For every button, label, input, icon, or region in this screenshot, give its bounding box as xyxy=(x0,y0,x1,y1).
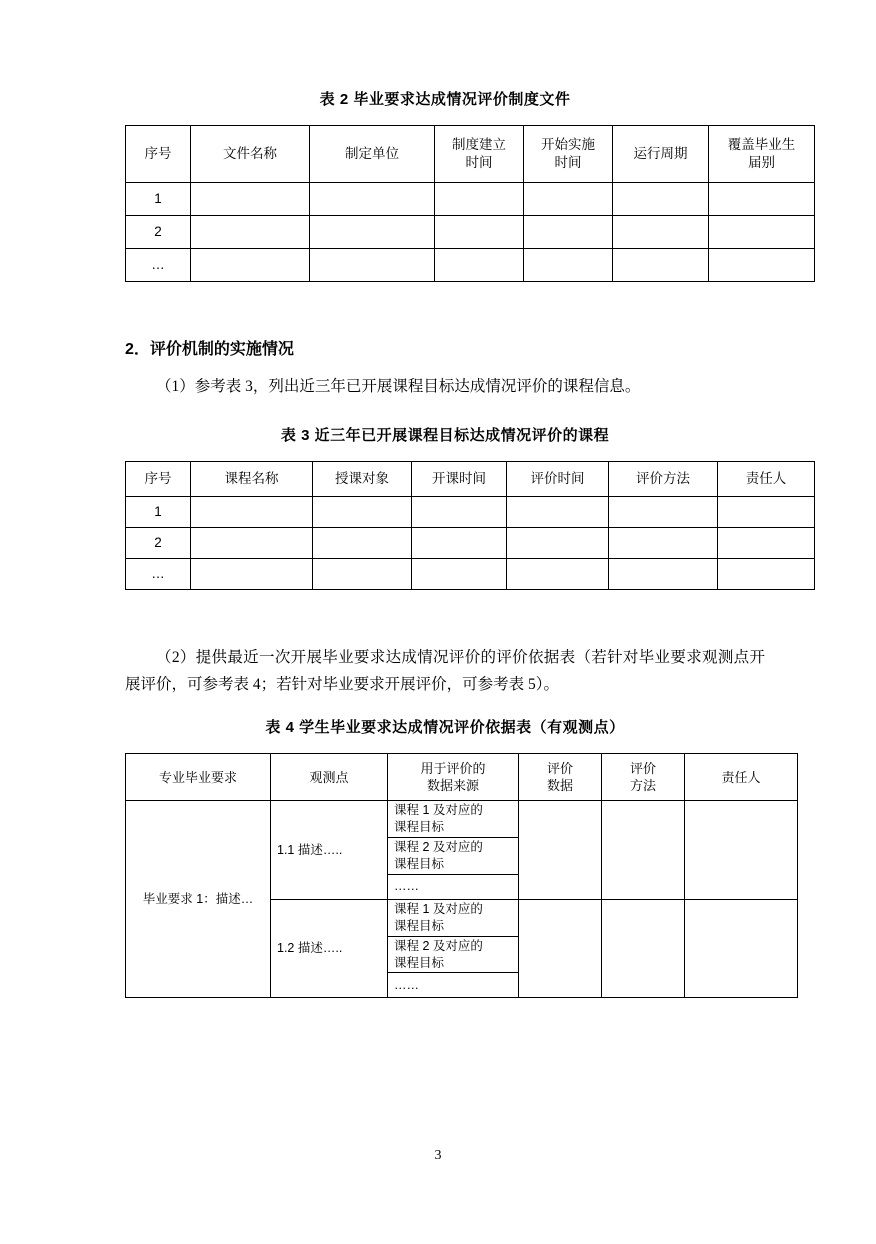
table2-header-text: 时间 xyxy=(554,155,582,170)
table4-col-评价数据 xyxy=(519,754,602,801)
table3-cell-评价方法[interactable] xyxy=(609,559,718,590)
section2-paragraph-2: （2）提供最近一次开展毕业要求达成情况评价的评价依据表（若针对毕业要求观测点开展评价，可参考表 4；若针对毕业要求开展评价，可参考表 5）。 xyxy=(125,649,765,694)
table4-cell-责任人[interactable] xyxy=(685,801,798,900)
table3-cell-课程名称[interactable] xyxy=(191,497,313,528)
table2-col-文件名称 xyxy=(191,126,310,183)
table4-header-text: 用于评价的 xyxy=(420,760,486,776)
table2-cell-序号: … xyxy=(126,249,191,282)
table2-cell-覆盖毕业生届别[interactable] xyxy=(709,216,815,249)
table4-source-text: 课程目标 xyxy=(394,857,445,871)
table4-source-text: 课程 2 及对应的 xyxy=(394,840,483,855)
table4-source-text: 课程 1 及对应的 xyxy=(394,901,483,916)
table4-source-text: 课程目标 xyxy=(394,820,445,835)
table2-header-text: 时间 xyxy=(465,155,493,170)
table3-cell-责任人[interactable] xyxy=(718,559,815,590)
table4-col-评价方法 xyxy=(602,754,685,801)
table-row xyxy=(126,559,815,590)
section2-paragraph-1: （1）参考表 3，列出近三年已开展课程目标达成情况评价的课程信息。 xyxy=(156,378,641,395)
table2 xyxy=(125,125,815,282)
table3-cell-评价时间[interactable] xyxy=(507,528,609,559)
table4-source-text: 课程 1 及对应的 xyxy=(394,803,483,818)
table2-col-序号 xyxy=(126,126,191,183)
table4-cell-数据来源[interactable] xyxy=(388,801,519,838)
table3-cell-序号: 2 xyxy=(126,528,191,559)
table4-cell-数据来源-省略[interactable]: …… xyxy=(388,874,519,899)
table-row xyxy=(126,249,815,282)
table3-cell-责任人[interactable] xyxy=(718,497,815,528)
table3-cell-授课对象[interactable] xyxy=(313,528,412,559)
table4-cell-数据来源[interactable] xyxy=(388,936,519,973)
table4 xyxy=(125,753,798,998)
table2-cell-制度建立时间[interactable] xyxy=(435,183,524,216)
table2-cell-序号: 2 xyxy=(126,216,191,249)
table2-cell-覆盖毕业生届别[interactable] xyxy=(709,183,815,216)
table4-cell-评价数据[interactable] xyxy=(519,899,602,998)
table3-col-评价时间: 评价时间 xyxy=(507,462,609,497)
table2-col-运行周期 xyxy=(613,126,709,183)
table-row xyxy=(126,183,815,216)
table2-cell-开始实施时间[interactable] xyxy=(524,183,613,216)
table2-cell-文件名称[interactable] xyxy=(191,216,310,249)
table2-col-制度建立时间 xyxy=(435,126,524,183)
table2-cell-开始实施时间[interactable] xyxy=(524,216,613,249)
table4-col-观测点 xyxy=(271,754,388,801)
table2-header-text: 运行周期 xyxy=(633,145,688,161)
table3-cell-评价时间[interactable] xyxy=(507,559,609,590)
table2-cell-序号: 1 xyxy=(126,183,191,216)
table4-cell-毕业要求[interactable]: 毕业要求 1：描述… xyxy=(126,801,271,998)
table2-cell-开始实施时间[interactable] xyxy=(524,249,613,282)
table3-cell-序号: 1 xyxy=(126,497,191,528)
table3-cell-评价方法[interactable] xyxy=(609,497,718,528)
table4-header-text: 数据来源 xyxy=(426,778,479,794)
table2-header-text: 覆盖毕业生 xyxy=(727,136,796,152)
table3-cell-开课时间[interactable] xyxy=(412,497,507,528)
table2-cell-运行周期[interactable] xyxy=(613,183,709,216)
table4-source-text: 课程目标 xyxy=(394,955,445,970)
table3-cell-序号: … xyxy=(126,559,191,590)
table4-cell-观测点-1-1[interactable]: 1.1 描述….. xyxy=(271,801,388,900)
table3-cell-开课时间[interactable] xyxy=(412,528,507,559)
table3-col-评价方法: 评价方法 xyxy=(609,462,718,497)
table3-cell-评价时间[interactable] xyxy=(507,497,609,528)
table3-cell-责任人[interactable] xyxy=(718,528,815,559)
table2-col-覆盖毕业生届别 xyxy=(709,126,815,183)
table3-col-开课时间: 开课时间 xyxy=(412,462,507,497)
table2-cell-制定单位[interactable] xyxy=(310,216,435,249)
table3-col-序号: 序号 xyxy=(126,462,191,497)
table-row xyxy=(126,801,798,838)
table2-cell-制度建立时间[interactable] xyxy=(435,249,524,282)
table4-cell-观测点-1-2[interactable]: 1.2 描述….. xyxy=(271,899,388,998)
table2-col-开始实施时间 xyxy=(524,126,613,183)
table3 xyxy=(125,461,815,590)
table-row xyxy=(126,216,815,249)
table4-source-text: 课程目标 xyxy=(394,918,445,933)
table4-col-责任人 xyxy=(685,754,798,801)
table2-header-text: 序号 xyxy=(144,145,172,161)
table-row xyxy=(126,528,815,559)
table3-cell-开课时间[interactable] xyxy=(412,559,507,590)
table3-col-责任人: 责任人 xyxy=(718,462,815,497)
table4-cell-数据来源[interactable] xyxy=(388,899,519,936)
table3-cell-评价方法[interactable] xyxy=(609,528,718,559)
table4-source-text: 课程 2 及对应的 xyxy=(394,938,483,953)
table2-cell-文件名称[interactable] xyxy=(191,249,310,282)
table2-header-text: 制度建立 xyxy=(452,136,506,152)
table3-caption: 表 3 近三年已开展课程目标达成情况评价的课程 xyxy=(280,427,610,445)
table2-cell-运行周期[interactable] xyxy=(613,249,709,282)
table2-cell-文件名称[interactable] xyxy=(191,183,310,216)
table4-header-text: 责任人 xyxy=(721,769,761,785)
table2-header-row xyxy=(126,126,815,183)
table4-header-text: 方法 xyxy=(629,778,656,794)
table4-header-row xyxy=(126,754,798,801)
table2-header-text: 开始实施 xyxy=(541,136,595,152)
table4-cell-责任人[interactable] xyxy=(685,899,798,998)
table3-cell-课程名称[interactable] xyxy=(191,528,313,559)
table4-col-数据来源 xyxy=(388,754,519,801)
page-content xyxy=(125,88,796,998)
table3-cell-授课对象[interactable] xyxy=(313,559,412,590)
table4-cell-评价方法[interactable] xyxy=(602,801,685,900)
table4-cell-数据来源[interactable] xyxy=(388,838,519,875)
table2-header-text: 届别 xyxy=(748,155,775,170)
table2-caption: 表 2 毕业要求达成情况评价制度文件 xyxy=(319,91,571,108)
section-heading-2: 2．评价机制的实施情况 xyxy=(125,341,294,358)
table2-header-text: 制定单位 xyxy=(345,145,399,161)
table4-caption: 表 4 学生毕业要求达成情况评价依据表（有观测点） xyxy=(265,719,625,737)
table2-col-制定单位 xyxy=(310,126,435,183)
table2-cell-制定单位[interactable] xyxy=(310,183,435,216)
table4-header-text: 评价 xyxy=(629,760,656,776)
page-number: 3 xyxy=(434,1148,442,1163)
table2-cell-运行周期[interactable] xyxy=(613,216,709,249)
table2-cell-覆盖毕业生届别[interactable] xyxy=(709,249,815,282)
table4-cell-数据来源-省略[interactable]: …… xyxy=(388,973,519,998)
table4-header-text: 数据 xyxy=(546,778,573,794)
table4-cell-评价方法[interactable] xyxy=(602,899,685,998)
table4-header-text: 专业毕业要求 xyxy=(158,769,237,785)
table2-cell-制定单位[interactable] xyxy=(310,249,435,282)
table4-cell-评价数据[interactable] xyxy=(519,801,602,900)
table4-col-专业毕业要求 xyxy=(126,754,271,801)
table3-header-row xyxy=(126,462,815,497)
table4-header-text: 观测点 xyxy=(309,769,349,785)
table-row xyxy=(126,497,815,528)
table4-header-text: 评价 xyxy=(546,760,573,776)
table3-cell-授课对象[interactable] xyxy=(313,497,412,528)
table3-cell-课程名称[interactable] xyxy=(191,559,313,590)
table3-col-授课对象: 授课对象 xyxy=(313,462,412,497)
table2-cell-制度建立时间[interactable] xyxy=(435,216,524,249)
table3-col-课程名称: 课程名称 xyxy=(191,462,313,497)
table2-header-text: 文件名称 xyxy=(223,145,277,161)
